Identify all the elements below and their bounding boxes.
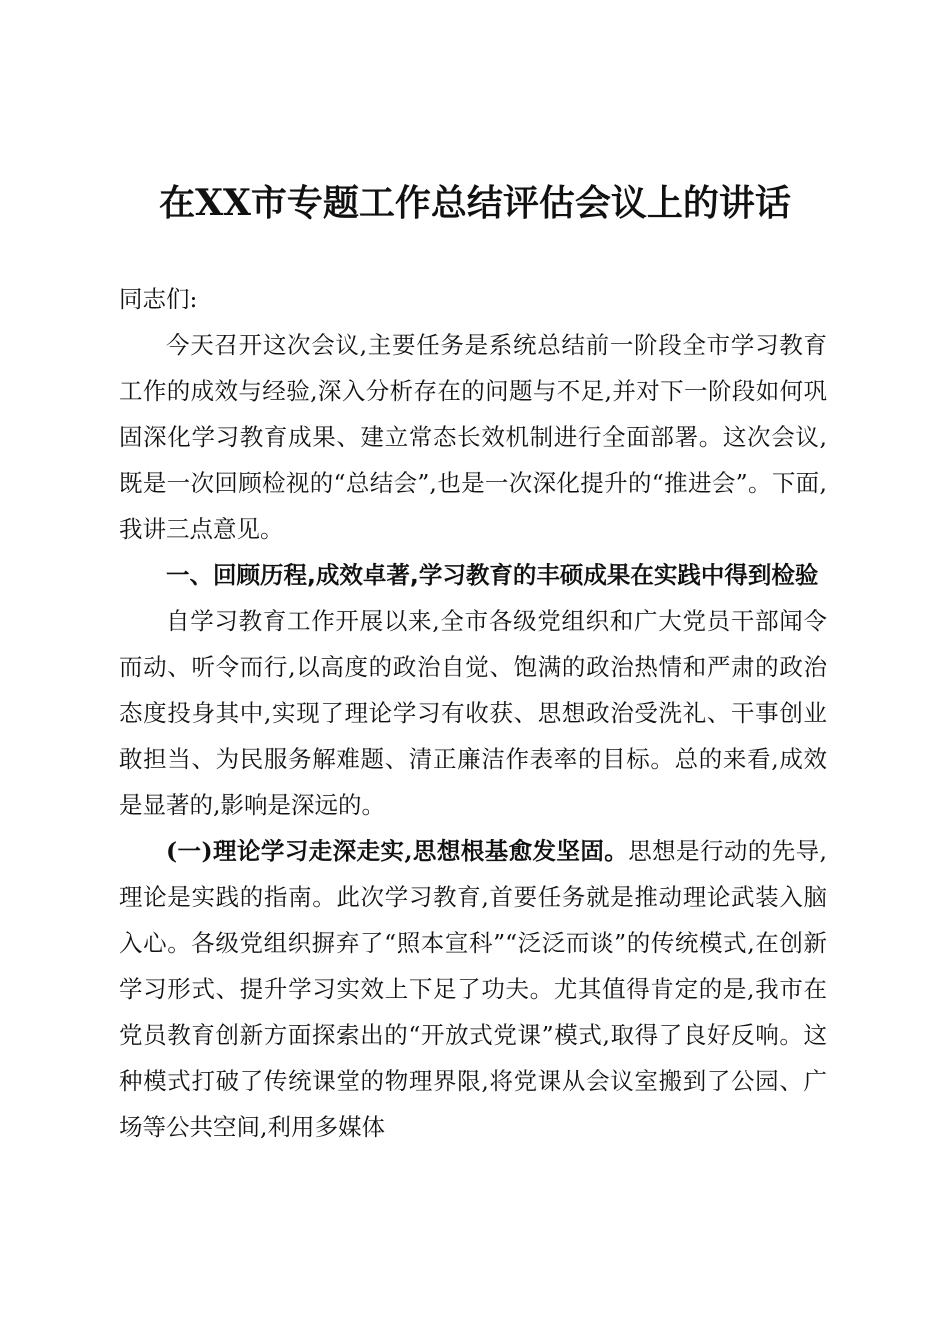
subsection-heading-1: (一)理论学习走深走实,思想根基愈发坚固。 <box>166 837 629 865</box>
paragraph-subsection-1 <box>119 828 827 1150</box>
paragraph-section-1: 自学习教育工作开展以来,全市各级党组织和广大党员干部闻令而动、听令而行,以高度的政治自觉、饱满的政治热情和严肃的政治态度投身其中,实现了理论学习有收获、思想政治受洗礼、干事创业敢担当、为民服务解难题、清正廉洁作表率的目标。总的来看,成效是显著的,影响是深远的。 <box>119 607 827 819</box>
document-title: 在XX市专题工作总结评估会议上的讲话 <box>159 182 791 224</box>
subsection-1-text: 思想是行动的先导,理论是实践的指南。此次学习教育,首要任务就是推动理论武装入脑入心。各级党组织摒弃了“照本宣科”“泛泛而谈”的传统模式,在创新学习形式、提升学习实效上下足了功夫。尤其值得肯定的是,我市在党员教育创新方面探索出的“开放式党课”模式,取得了良好反响。这种模式打破了传统课堂的物理界限,将党课从会议室搬到了公园、广场等公共空间,利用多媒体 <box>119 837 827 1141</box>
document-body <box>119 276 827 1150</box>
paragraph-intro: 今天召开这次会议,主要任务是系统总结前一阶段全市学习教育工作的成效与经验,深入分析存在的问题与不足,并对下一阶段如何巩固深化学习教育成果、建立常态长效机制进行全面部署。这次会议,既是一次回顾检视的“总结会”,也是一次深化提升的“推进会”。下面,我讲三点意见。 <box>119 331 827 543</box>
salutation: 同志们: <box>119 285 198 313</box>
section-heading-1: 一、回顾历程,成效卓著,学习教育的丰硕成果在实践中得到检验 <box>166 561 819 589</box>
